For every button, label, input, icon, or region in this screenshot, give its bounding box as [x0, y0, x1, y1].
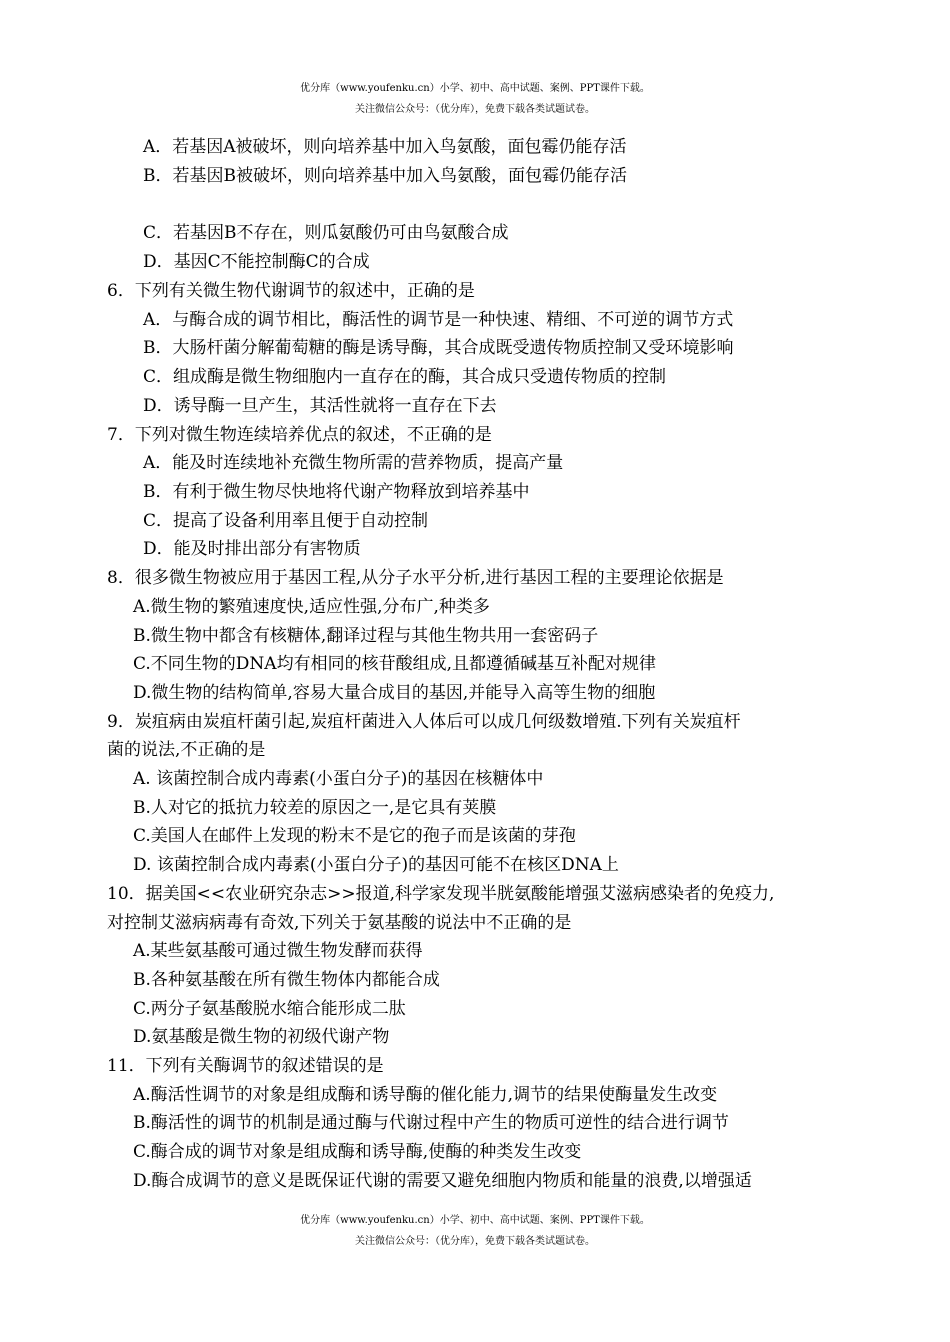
q11-option-c: C.酶合成的调节对象是组成酶和诱导酶,使酶的种类发生改变 [133, 1142, 582, 1162]
q9-option-c: C.美国人在邮件上发现的粉末不是它的孢子而是该菌的芽孢 [133, 826, 576, 846]
header-line-2: 关注微信公众号：（优分库），免费下载各类试题试卷。 [355, 104, 595, 115]
q10-stem-line-2: 对控制艾滋病病毒有奇效,下列关于氨基酸的说法中不正确的是 [107, 913, 572, 933]
q10-option-a: A.某些氨基酸可通过微生物发酵而获得 [133, 941, 423, 961]
q9-stem-line-1: 9．炭疽病由炭疽杆菌引起,炭疽杆菌进入人体后可以成几何级数增殖.下列有关炭疽杆 [107, 712, 741, 732]
q9-option-b: B.人对它的抵抗力较差的原因之一,是它具有荚膜 [133, 798, 497, 818]
q8-option-a: A.微生物的繁殖速度快,适应性强,分布广,种类多 [133, 597, 490, 617]
footer-line-1: 优分库（www.youfenku.cn）小学、初中、高中试题、案例、PPT课件下载。 [300, 1215, 650, 1226]
q11-stem: 11．下列有关酶调节的叙述错误的是 [107, 1056, 384, 1076]
q7-stem: 7．下列对微生物连续培养优点的叙述，不正确的是 [107, 425, 492, 445]
q8-option-b: B.微生物中都含有核糖体,翻译过程与其他生物共用一套密码子 [133, 626, 599, 646]
q6-stem: 6．下列有关微生物代谢调节的叙述中，正确的是 [107, 281, 475, 301]
q6-option-d: D．诱导酶一旦产生，其活性就将一直存在下去 [143, 396, 497, 416]
q8-option-d: D.微生物的结构简单,容易大量合成目的基因,并能导入高等生物的细胞 [133, 683, 656, 703]
q10-option-c: C.两分子氨基酸脱水缩合能形成二肽 [133, 999, 406, 1019]
q5-option-a: A．若基因A被破坏，则向培养基中加入鸟氨酸，面包霉仍能存活 [143, 137, 627, 157]
q6-option-a: A．与酶合成的调节相比，酶活性的调节是一种快速、精细、不可逆的调节方式 [143, 310, 734, 330]
q6-option-c: C．组成酶是微生物细胞内一直存在的酶，其合成只受遗传物质的控制 [143, 367, 667, 387]
q8-stem: 8．很多微生物被应用于基因工程,从分子水平分析,进行基因工程的主要理论依据是 [107, 568, 724, 588]
q7-option-c: C．提高了设备利用率且便于自动控制 [143, 511, 429, 531]
q9-stem-line-2: 菌的说法,不正确的是 [107, 740, 266, 760]
q5-option-d: D．基因C不能控制酶C的合成 [143, 252, 370, 272]
q7-option-b: B．有利于微生物尽快地将代谢产物释放到培养基中 [143, 482, 530, 502]
q10-stem-line-1: 10．据美国<<农业研究杂志>>报道,科学家发现半胱氨酸能增强艾滋病感染者的免疫力, [107, 884, 775, 904]
q7-option-a: A．能及时连续地补充微生物所需的营养物质，提高产量 [143, 453, 564, 473]
q7-option-d: D．能及时排出部分有害物质 [143, 539, 361, 559]
q10-option-b: B.各种氨基酸在所有微生物体内都能合成 [133, 970, 440, 990]
q10-option-d: D.氨基酸是微生物的初级代谢产物 [133, 1027, 390, 1047]
q11-option-b: B.酶活性的调节的机制是通过酶与代谢过程中产生的物质可逆性的结合进行调节 [133, 1113, 729, 1133]
q11-option-a: A.酶活性调节的对象是组成酶和诱导酶的催化能力,调节的结果使酶量发生改变 [133, 1085, 718, 1105]
q9-option-d: D. 该菌控制合成内毒素(小蛋白分子)的基因可能不在核区DNA上 [133, 855, 619, 875]
q9-option-a: A. 该菌控制合成内毒素(小蛋白分子)的基因在核糖体中 [133, 769, 544, 789]
q5-option-c: C．若基因B不存在，则瓜氨酸仍可由鸟氨酸合成 [143, 223, 509, 243]
footer-line-2: 关注微信公众号：（优分库），免费下载各类试题试卷。 [355, 1236, 595, 1247]
q8-option-c: C.不同生物的DNA均有相同的核苷酸组成,且都遵循碱基互补配对规律 [133, 654, 656, 674]
q11-option-d: D.酶合成调节的意义是既保证代谢的需要又避免细胞内物质和能量的浪费,以增强适 [133, 1171, 752, 1191]
q5-option-b: B．若基因B被破坏，则向培养基中加入鸟氨酸，面包霉仍能存活 [143, 166, 627, 186]
header-line-1: 优分库（www.youfenku.cn）小学、初中、高中试题、案例、PPT课件下载。 [300, 83, 650, 94]
q6-option-b: B．大肠杆菌分解葡萄糖的酶是诱导酶，其合成既受遗传物质控制又受环境影响 [143, 338, 734, 358]
